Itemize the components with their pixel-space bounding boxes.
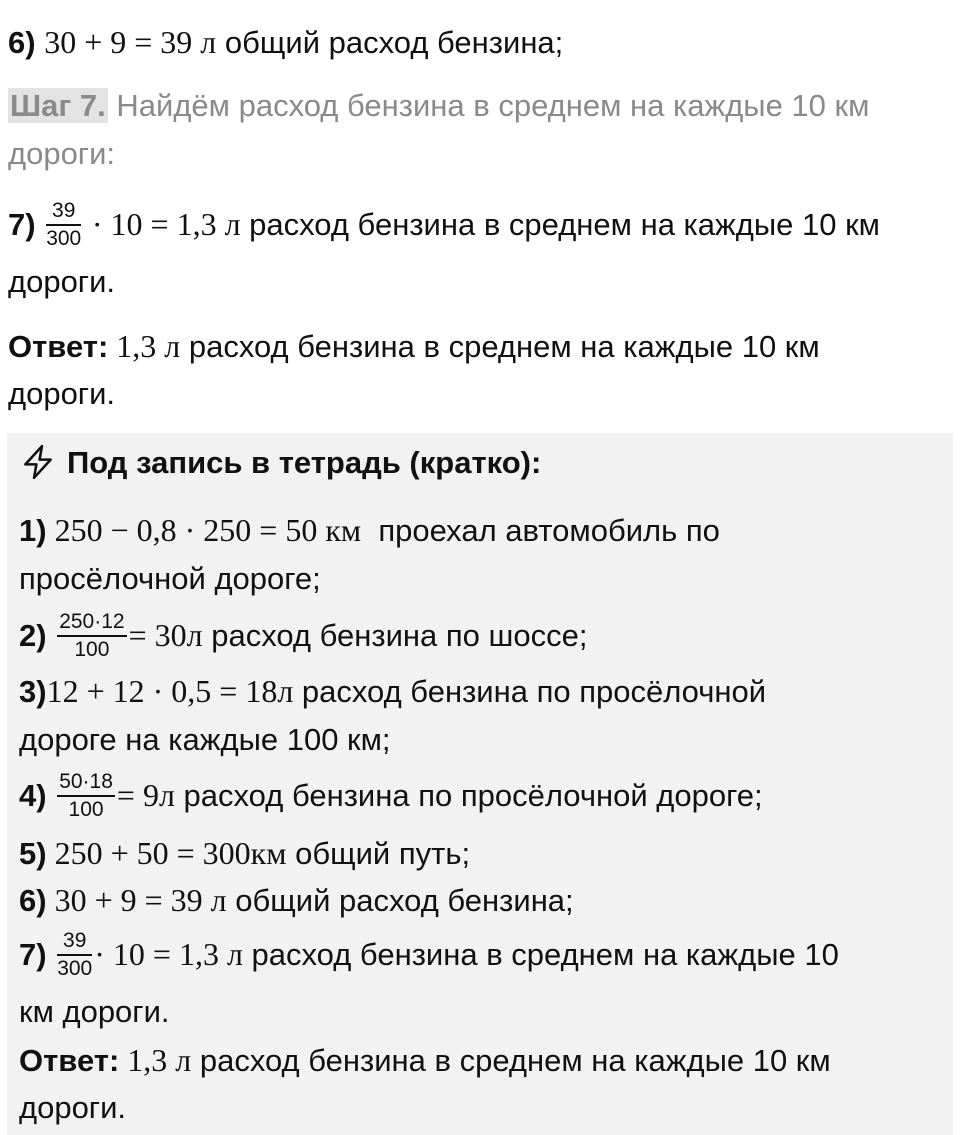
answer-label: Ответ: xyxy=(19,1043,120,1078)
fraction-numerator: 250·12 xyxy=(57,610,126,637)
line-number: 3) xyxy=(19,674,47,709)
math-expression: 1,3 л xyxy=(119,1042,192,1078)
summary-line-3 xyxy=(19,667,943,716)
summary-answer-line xyxy=(19,1036,943,1085)
solution-line-7-continued xyxy=(8,258,950,306)
math-expression: 30 + 9 = 39 л xyxy=(46,882,227,918)
math-expression: · 10 = 1,3 л xyxy=(94,936,243,972)
line-text-continued: просёлочной дороге; xyxy=(19,561,321,596)
line-text-continued: км дороги. xyxy=(19,994,170,1029)
line-text: расход бензина по просёлочной дороге; xyxy=(174,778,763,813)
fraction-denominator: 300 xyxy=(46,226,82,250)
solution-line-6 xyxy=(8,18,950,67)
line-number: 6) xyxy=(8,25,36,60)
answer-line xyxy=(8,322,950,371)
math-expression: 250 + 50 = 300км xyxy=(46,835,287,871)
answer-label: Ответ: xyxy=(8,329,109,364)
box-title-text: Под запись в тетрадь (кратко): xyxy=(67,445,542,480)
line-text: расход бензина по просёлочной xyxy=(293,674,767,709)
math-expression: = 30л xyxy=(128,617,203,653)
fraction-numerator: 50·18 xyxy=(57,770,115,797)
step-7-heading xyxy=(8,82,950,130)
line-text: общий расход бензина; xyxy=(226,883,574,918)
summary-line-3-continued xyxy=(19,716,943,764)
summary-line-7 xyxy=(19,930,943,983)
line-text: общий путь; xyxy=(286,836,471,871)
math-expression: · 10 = 1,3 л xyxy=(91,206,241,242)
math-expression: 30 + 9 = 39 л xyxy=(44,24,217,60)
summary-line-1-continued xyxy=(19,555,943,603)
summary-line-7-continued xyxy=(19,988,943,1036)
math-expression: 250 − 0,8 · 250 = 50 км xyxy=(46,512,362,548)
math-expression: = 9л xyxy=(116,777,175,813)
math-expression: 12 + 12 · 0,5 = 18л xyxy=(46,673,294,709)
step-text: Найдём расход бензина в среднем на каждые 10 км xyxy=(107,88,870,123)
step-text-continued: дороги: xyxy=(8,136,116,171)
line-number: 2) xyxy=(19,618,47,653)
fraction xyxy=(57,770,115,822)
fraction xyxy=(57,929,92,981)
line-text: проехал автомобиль по xyxy=(361,513,720,548)
answer-text: расход бензина в среднем на каждые 10 км xyxy=(180,329,820,364)
line-text-continued: дороги. xyxy=(8,264,116,299)
summary-line-6 xyxy=(19,876,943,925)
answer-text: расход бензина в среднем на каждые 10 км xyxy=(191,1043,831,1078)
step-7-heading-continued xyxy=(8,130,950,178)
fraction-denominator: 100 xyxy=(68,797,104,821)
notebook-summary-box xyxy=(7,433,953,1135)
fraction xyxy=(57,610,126,662)
step-label: Шаг 7. xyxy=(10,88,106,123)
math-expression: 1,3 л xyxy=(108,328,181,364)
fraction-numerator: 39 xyxy=(57,929,92,956)
line-number: 7) xyxy=(19,937,47,972)
line-number: 1) xyxy=(19,513,47,548)
line-text-continued: дороге на каждые 100 км; xyxy=(19,722,391,757)
answer-line-continued xyxy=(8,370,950,418)
line-text: расход бензина в среднем на каждые 10 км xyxy=(240,207,880,242)
line-number: 7) xyxy=(8,207,36,242)
solution-line-7 xyxy=(8,200,950,253)
line-text: расход бензина по шоссе; xyxy=(202,618,588,653)
summary-answer-line-continued xyxy=(19,1084,943,1132)
line-text: общий расход бензина; xyxy=(216,25,564,60)
box-title xyxy=(19,439,943,487)
summary-line-5 xyxy=(19,829,943,878)
line-number: 6) xyxy=(19,883,47,918)
line-number: 4) xyxy=(19,778,47,813)
line-text: расход бензина в среднем на каждые 10 xyxy=(242,937,839,972)
answer-text-continued: дороги. xyxy=(19,1090,127,1125)
fraction-numerator: 39 xyxy=(46,199,81,226)
lightning-icon xyxy=(19,443,57,481)
summary-line-4 xyxy=(19,771,943,824)
summary-line-2 xyxy=(19,611,943,664)
answer-text-continued: дороги. xyxy=(8,376,116,411)
fraction xyxy=(46,199,81,251)
fraction-denominator: 100 xyxy=(74,637,110,661)
summary-line-1 xyxy=(19,506,943,555)
fraction-denominator: 300 xyxy=(57,956,93,980)
line-number: 5) xyxy=(19,836,47,871)
